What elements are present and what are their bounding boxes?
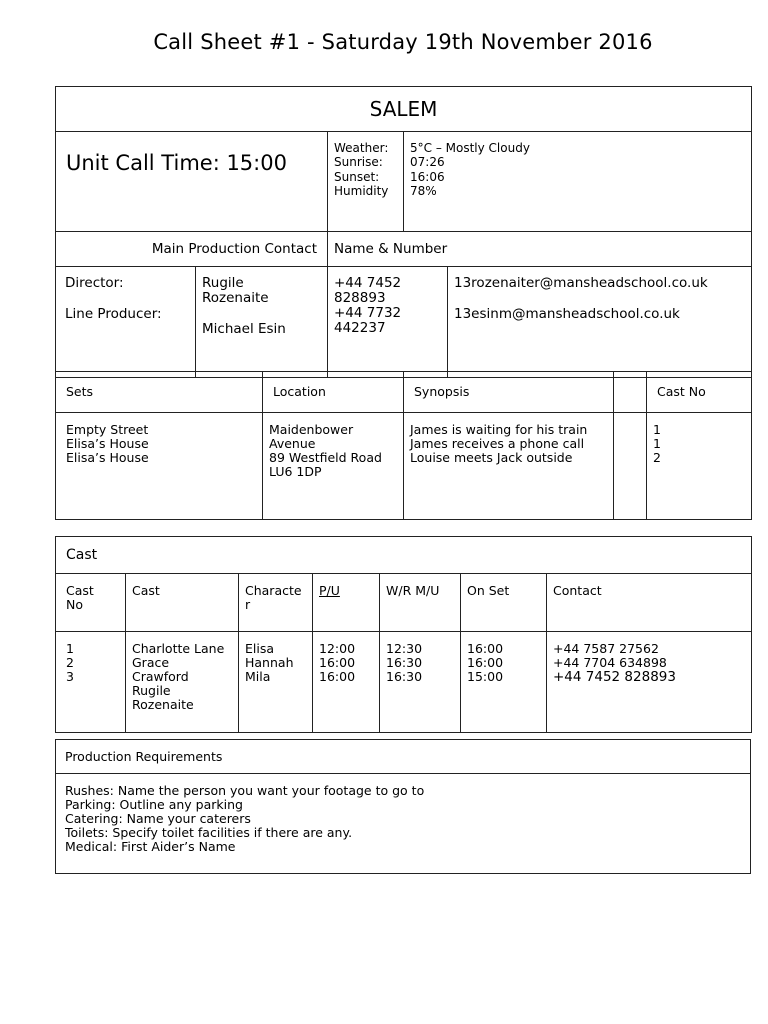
- character-header: [239, 574, 313, 632]
- synopsis-line: Louise meets Jack outside: [410, 450, 573, 465]
- contact-header: Contact: [547, 574, 752, 632]
- character-header-line1: Characte: [245, 583, 302, 598]
- cast-name-line: Grace: [132, 655, 170, 670]
- director-phone-a: +44 7452: [334, 275, 402, 291]
- character-item: Hannah: [245, 655, 294, 670]
- unit-call-time: Unit Call Time: 15:00: [56, 132, 328, 232]
- cast-no-header-line2: No: [66, 597, 83, 612]
- requirements-header: Production Requirements: [56, 740, 751, 774]
- wr-mu-header: W/R M/U: [380, 574, 461, 632]
- sunset-value: 16:06: [410, 169, 445, 184]
- wr-mu-time: 16:30: [386, 669, 423, 684]
- humidity-label: Humidity: [334, 183, 389, 198]
- pu-time: 12:00: [319, 641, 356, 656]
- location-cell: [263, 413, 404, 520]
- requirement-medical: Medical: First Aider’s Name: [65, 839, 236, 854]
- cast-name-cell: [126, 632, 239, 733]
- synopsis-line: James is waiting for his train: [410, 422, 588, 437]
- sets-table: [55, 371, 752, 520]
- on-set-time: 16:00: [467, 641, 504, 656]
- sets-header: Sets: [56, 372, 263, 413]
- cast-no-item: 2: [66, 655, 74, 670]
- production-name: SALEM: [56, 87, 752, 132]
- line-producer-phone-b: 442237: [334, 320, 386, 336]
- blank-cell: [614, 413, 647, 520]
- cast-no-item: 2: [653, 450, 661, 465]
- sunrise-value: 07:26: [410, 155, 445, 170]
- weather-value: 5°C – Mostly Cloudy: [410, 141, 530, 155]
- sunset-label: Sunset:: [334, 169, 380, 184]
- contact-phone: +44 7704 634898: [553, 655, 667, 670]
- cast-no-cell: [56, 632, 126, 733]
- production-info-table: [55, 86, 752, 378]
- line-producer-label: Line Producer:: [65, 306, 162, 322]
- cast-no-item: 1: [66, 641, 74, 656]
- director-email: 13rozenaiter@mansheadschool.co.uk: [454, 275, 708, 291]
- contact-phone: +44 7587 27562: [553, 641, 659, 656]
- cast-no-item: 1: [653, 422, 661, 437]
- location-line: Avenue: [269, 436, 316, 451]
- location-line: 89 Westfield Road: [269, 450, 382, 465]
- location-line: Maidenbower: [269, 422, 354, 437]
- synopsis-cell: [404, 413, 614, 520]
- cast-table: [55, 536, 752, 733]
- production-requirements-table: [55, 739, 751, 874]
- requirement-catering: Catering: Name your caterers: [65, 811, 251, 826]
- on-set-time: 16:00: [467, 655, 504, 670]
- crew-phones: [328, 267, 448, 378]
- pu-time: 16:00: [319, 669, 356, 684]
- weather-label: Weather:: [334, 141, 389, 155]
- wr-mu-time: 12:30: [386, 641, 423, 656]
- page-title: Call Sheet #1 - Saturday 19th November 2016: [153, 30, 653, 54]
- director-name-last: Rozenaite: [202, 290, 269, 306]
- name-number-label: Name & Number: [328, 232, 752, 267]
- location-line: LU6 1DP: [269, 464, 322, 479]
- cast-name-line: Rugile: [132, 683, 171, 698]
- wr-mu-cell: [380, 632, 461, 733]
- on-set-time: 15:00: [467, 669, 504, 684]
- cast-name-line: Charlotte Lane: [132, 641, 225, 656]
- requirement-rushes: Rushes: Name the person you want your footage to go to: [65, 783, 425, 798]
- cast-no-item: 1: [653, 436, 661, 451]
- sunrise-label: Sunrise:: [334, 155, 383, 170]
- pu-time: 16:00: [319, 655, 356, 670]
- director-name-first: Rugile: [202, 275, 244, 291]
- line-producer-name: Michael Esin: [202, 321, 286, 337]
- cast-name-line: Crawford: [132, 669, 189, 684]
- pu-header-text: P/U: [319, 583, 340, 598]
- contact-phone: +44 7452 828893: [553, 669, 676, 685]
- set-item: Empty Street: [66, 422, 149, 437]
- humidity-value: 78%: [410, 183, 437, 198]
- sets-cell: [56, 413, 263, 520]
- director-phone-b: 828893: [334, 290, 386, 306]
- cast-no-header: [56, 574, 126, 632]
- character-item: Mila: [245, 669, 271, 684]
- requirement-parking: Parking: Outline any parking: [65, 797, 243, 812]
- requirements-body: [56, 774, 751, 874]
- character-header-line2: r: [245, 597, 251, 612]
- cast-name-line: Rozenaite: [132, 697, 194, 712]
- wr-mu-time: 16:30: [386, 655, 423, 670]
- character-cell: [239, 632, 313, 733]
- line-producer-phone-a: +44 7732: [334, 305, 402, 321]
- synopsis-header: Synopsis: [404, 372, 614, 413]
- requirement-toilets: Toilets: Specify toilet facilities if there are any.: [65, 825, 353, 840]
- set-item: Elisa’s House: [66, 450, 149, 465]
- line-producer-email: 13esinm@mansheadschool.co.uk: [454, 306, 680, 322]
- crew-roles: [56, 267, 196, 378]
- director-label: Director:: [65, 275, 124, 291]
- blank-header: [614, 372, 647, 413]
- contact-cell: [547, 632, 752, 733]
- crew-names: [196, 267, 328, 378]
- cast-caption: Cast: [56, 537, 752, 574]
- cast-no-header: Cast No: [647, 372, 752, 413]
- weather-values: [404, 132, 752, 232]
- on-set-cell: [461, 632, 547, 733]
- cast-no-cell: [647, 413, 752, 520]
- location-header: Location: [263, 372, 404, 413]
- weather-labels: [328, 132, 404, 232]
- cast-header: Cast: [126, 574, 239, 632]
- pu-header: [313, 574, 380, 632]
- pu-cell: [313, 632, 380, 733]
- main-production-contact-label: Main Production Contact: [56, 232, 328, 267]
- set-item: Elisa’s House: [66, 436, 149, 451]
- synopsis-line: James receives a phone call: [410, 436, 585, 451]
- cast-no-header-line1: Cast: [66, 583, 94, 598]
- crew-emails: [448, 267, 752, 378]
- on-set-header: On Set: [461, 574, 547, 632]
- character-item: Elisa: [245, 641, 275, 656]
- cast-no-item: 3: [66, 669, 74, 684]
